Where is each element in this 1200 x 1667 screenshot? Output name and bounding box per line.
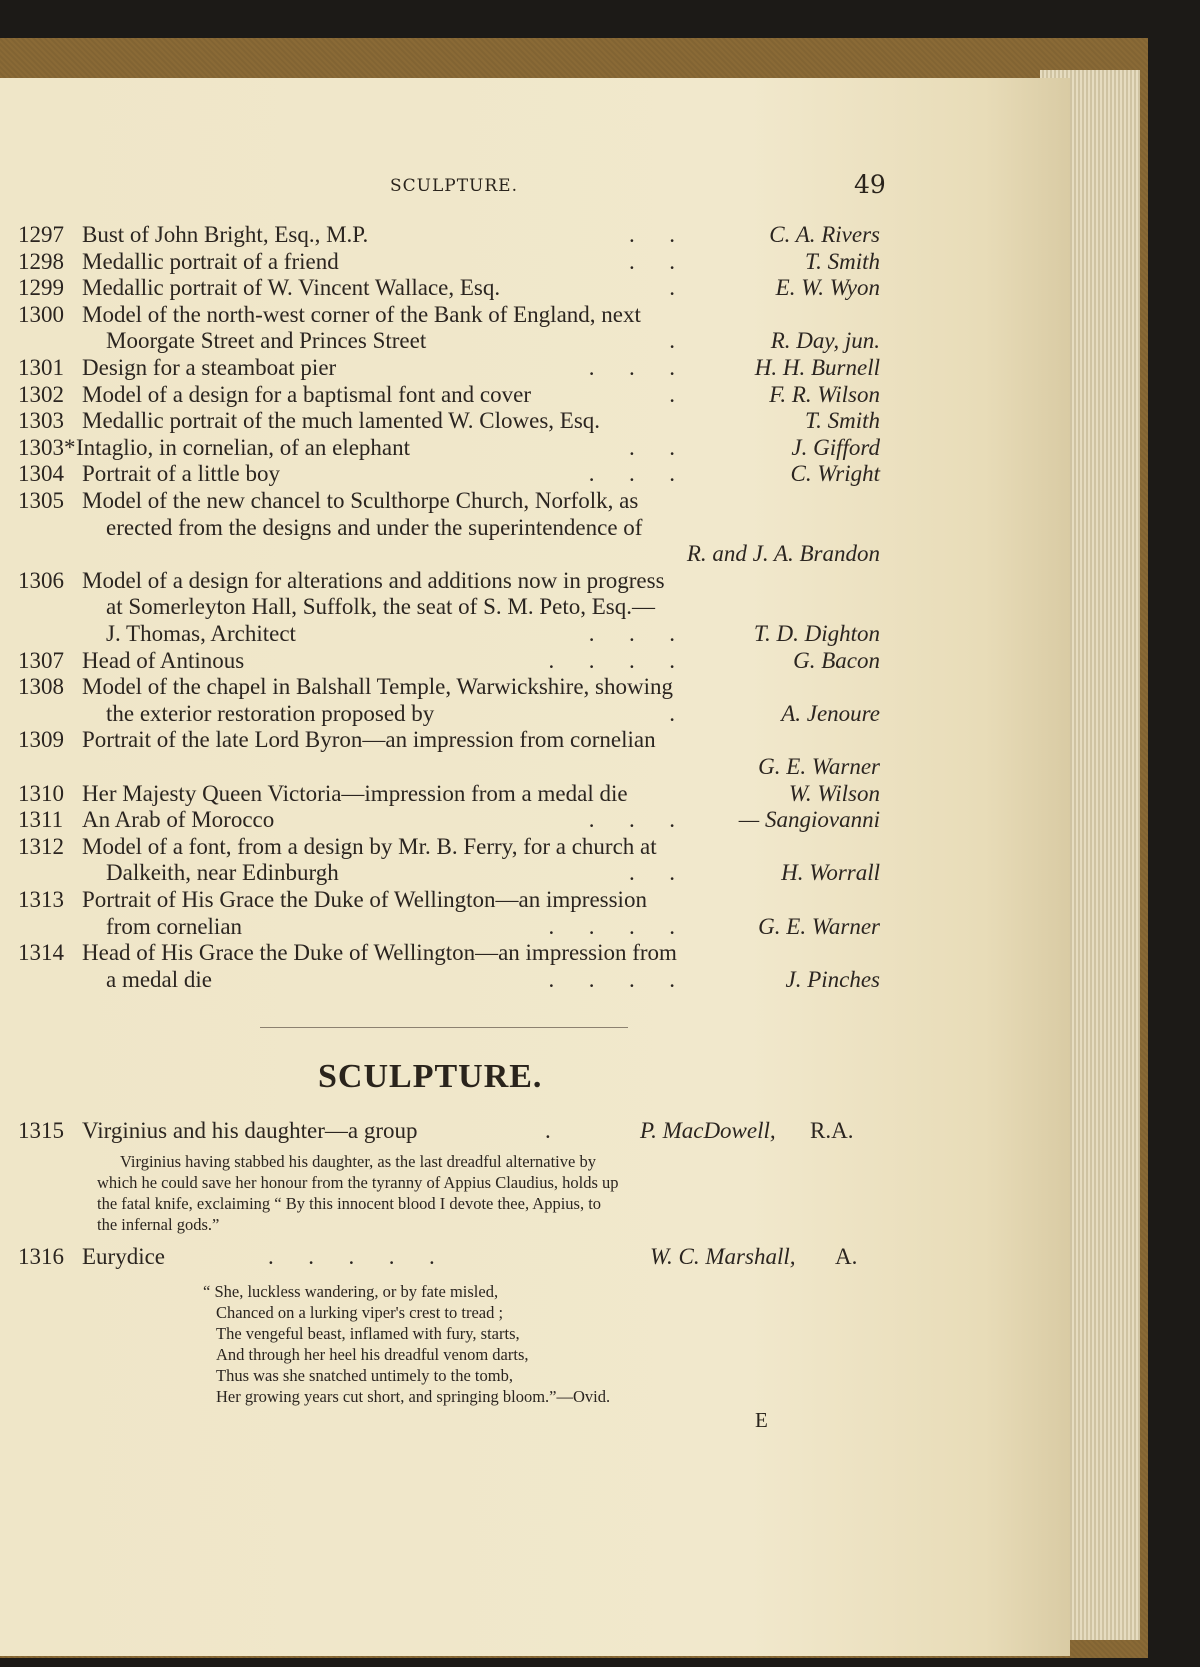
entry-artist: J. Gifford: [791, 434, 880, 460]
entry-number: 1305: [18, 488, 64, 513]
entry-description-line: Portrait of a little boy: [82, 461, 281, 487]
entry-artist: C. A. Rivers: [769, 222, 880, 247]
entry-description-line: J. Thomas, Architect: [106, 620, 296, 646]
entry-number: 1303*: [18, 434, 76, 460]
catalogue-entry: [0, 355, 900, 382]
leader-dots: . . . .: [548, 647, 675, 673]
entry-number: 1300: [18, 301, 64, 327]
entry-artist-suffix: A.: [835, 1244, 858, 1269]
entry-artist: G. Bacon: [793, 647, 880, 673]
entry-number: 1304: [18, 461, 64, 487]
catalogue-entry: [0, 408, 900, 435]
entry-description-line: Intaglio, in cornelian, of an elephant: [76, 434, 411, 460]
section-divider: [260, 1027, 628, 1028]
entry-description-line: Moorgate Street and Princes Street: [106, 328, 427, 354]
entry-number: 1308: [18, 674, 64, 700]
entry-description-line: Portrait of His Grace the Duke of Wellington—an impression: [82, 887, 647, 912]
entry-note-line: the fatal knife, exclaiming “ By this innocent blood I devote thee, Appius, to: [97, 1194, 602, 1213]
entry-artist: W. C. Marshall,: [650, 1244, 796, 1269]
entry-number: 1298: [18, 248, 64, 274]
catalogue-entry: [0, 940, 900, 993]
entry-description-line: Model of a font, from a design by Mr. B. Ferry, for a church at: [82, 833, 657, 859]
catalogue-entry: [0, 302, 900, 355]
poem-line: “ She, luckless wandering, or by fate misled,: [203, 1282, 499, 1301]
entry-artist: T. Smith: [805, 248, 880, 274]
entry-number: 1307: [18, 647, 64, 673]
entry-artist: — Sangiovanni: [738, 807, 880, 833]
entry-description-line: Medallic portrait of W. Vincent Wallace, Esq.: [82, 275, 501, 301]
entry-artist: A. Jenoure: [781, 700, 880, 726]
entry-description-line: Model of the north-west corner of the Bank of England, next: [82, 301, 641, 327]
poem-line: Thus was she snatched untimely to the tomb,: [216, 1366, 513, 1385]
entry-description: Eurydice: [82, 1244, 166, 1269]
entry-number: 1316: [18, 1244, 64, 1269]
catalogue-entry: [0, 568, 900, 648]
catalogue-entry: [0, 727, 900, 780]
entry-description: Virginius and his daughter—a group: [82, 1118, 418, 1143]
entry-description-line: Medallic portrait of a friend: [82, 248, 339, 274]
entry-description-line: Portrait of the late Lord Byron—an impression from cornelian: [82, 727, 656, 753]
leader-dots: .: [669, 275, 675, 301]
catalogue-entry: [0, 648, 900, 675]
leader-dots: . . .: [588, 461, 675, 487]
entry-artist: T. Smith: [805, 408, 880, 434]
entry-number: 1297: [18, 222, 64, 247]
leader-dots: . . . .: [548, 913, 675, 939]
entry-number: 1303: [18, 408, 64, 434]
entry-description-line: Head of His Grace the Duke of Wellington—an impression from: [82, 940, 677, 966]
entry-artist: H. Worrall: [781, 860, 880, 886]
entry-number: 1313: [18, 887, 64, 912]
poem-line: Chanced on a lurking viper's crest to tread ;: [216, 1303, 504, 1322]
catalogue-entry: [0, 382, 900, 409]
entry-number: 1314: [18, 940, 64, 966]
entry-description-line: at Somerleyton Hall, Suffolk, the seat of S. M. Peto, Esq.—: [106, 594, 655, 620]
entry-description-line: An Arab of Morocco: [82, 807, 275, 833]
entry-description-line: Model of a design for a baptismal font and cover: [82, 381, 532, 407]
poem-line: The vengeful beast, inflamed with fury, starts,: [216, 1324, 520, 1343]
entry-number: 1309: [18, 727, 64, 753]
leader-dots: . . . .: [548, 966, 675, 992]
entry-description-line: Dalkeith, near Edinburgh: [106, 860, 339, 886]
entry-description-line: Model of the chapel in Balshall Temple, Warwickshire, showing: [82, 674, 674, 700]
running-header-title: SCULPTURE.: [390, 176, 518, 196]
entry-number: 1299: [18, 275, 64, 301]
catalogue-entry: [0, 461, 900, 488]
entry-description-line: a medal die: [106, 966, 213, 992]
entry-note-line: the infernal gods.”: [97, 1215, 220, 1234]
leader-dots: . .: [629, 860, 675, 886]
catalogue-entry: [0, 249, 900, 276]
entry-artist: W. Wilson: [788, 780, 880, 806]
entry-artist: G. E. Warner: [758, 753, 880, 779]
entry-description-line: erected from the designs and under the superintendence of: [106, 514, 643, 540]
entry-description-line: Design for a steamboat pier: [82, 355, 337, 380]
catalogue-entry: [0, 834, 900, 887]
entry-number: 1310: [18, 780, 64, 806]
entry-artist: F. R. Wilson: [769, 381, 880, 407]
leader-dots: . . . . .: [268, 1244, 435, 1269]
catalogue-entry: [0, 275, 900, 302]
poem-line: And through her heel his dreadful venom darts,: [216, 1345, 529, 1364]
entry-number: 1302: [18, 381, 64, 407]
catalogue-entry: [0, 488, 900, 568]
entry-artist: G. E. Warner: [758, 913, 880, 939]
entry-number: 1311: [18, 807, 64, 833]
entry-number: 1315: [18, 1118, 64, 1143]
entry-artist: J. Pinches: [785, 966, 880, 992]
entry-artist: R. and J. A. Brandon: [686, 541, 880, 567]
leader-dots: . . .: [588, 355, 675, 380]
leader-dots: .: [669, 328, 675, 354]
entry-artist: P. MacDowell,: [640, 1118, 776, 1143]
signature-mark: E: [755, 1408, 768, 1432]
leader-dots: . . .: [588, 620, 675, 646]
entry-number: 1306: [18, 567, 64, 593]
entry-artist-suffix: R.A.: [810, 1118, 854, 1143]
entry-description-line: the exterior restoration proposed by: [106, 700, 435, 726]
entry-note-line: which he could save her honour from the tyranny of Appius Claudius, holds up: [97, 1173, 619, 1192]
leader-dots: . .: [629, 434, 675, 460]
entry-description-line: Bust of John Bright, Esq., M.P.: [82, 222, 369, 247]
leader-dots: .: [545, 1118, 551, 1143]
entry-description-line: from cornelian: [106, 913, 243, 939]
entry-note-line: Virginius having stabbed his daughter, as the last dreadful alternative by: [120, 1152, 596, 1171]
catalogue-entry: [0, 674, 900, 727]
entry-description-line: Medallic portrait of the much lamented W. Clowes, Esq.: [82, 408, 601, 434]
catalogue-entry: [0, 222, 900, 249]
catalogue-entry: [0, 781, 900, 808]
entry-number: 1301: [18, 355, 64, 380]
catalogue-entry: [0, 435, 900, 462]
poem-line: Her growing years cut short, and springing bloom.”—Ovid.: [216, 1387, 611, 1406]
leader-dots: . .: [629, 222, 675, 247]
entry-description-line: Head of Antinous: [82, 647, 245, 673]
entry-artist: R. Day, jun.: [770, 328, 880, 354]
entry-artist: E. W. Wyon: [775, 275, 880, 301]
catalogue-entry: [0, 807, 900, 834]
entry-artist: C. Wright: [790, 461, 880, 487]
page-number: 49: [854, 170, 886, 199]
leader-dots: .: [669, 700, 675, 726]
entry-artist: T. D. Dighton: [753, 620, 880, 646]
entry-number: 1312: [18, 833, 64, 859]
entry-description-line: Model of the new chancel to Sculthorpe Church, Norfolk, as: [82, 488, 639, 513]
leader-dots: .: [669, 381, 675, 407]
entry-description-line: Model of a design for alterations and additions now in progress: [82, 567, 665, 593]
leader-dots: . . .: [588, 807, 675, 833]
leader-dots: . .: [629, 248, 675, 274]
entry-artist: H. H. Burnell: [754, 355, 880, 380]
catalogue-entry: [0, 887, 900, 940]
entry-description-line: Her Majesty Queen Victoria—impression from a medal die: [82, 780, 628, 806]
section-title: SCULPTURE.: [318, 1058, 543, 1095]
